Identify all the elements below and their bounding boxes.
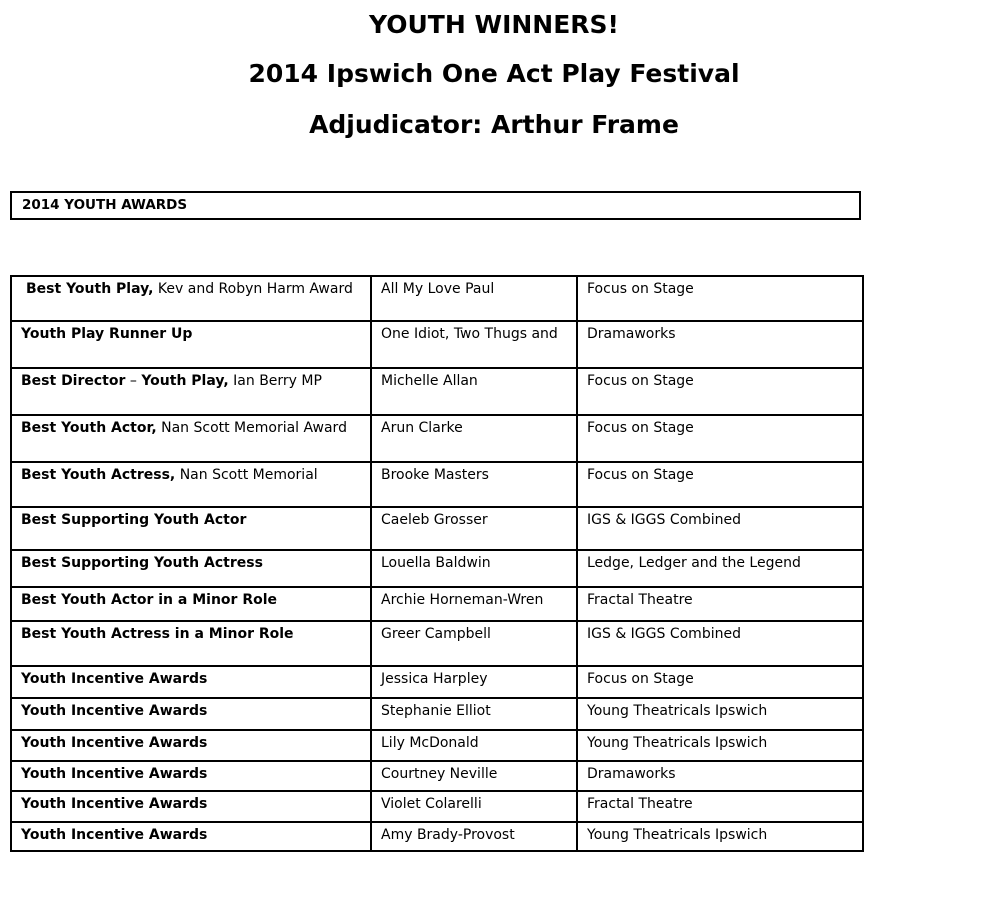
table-row bbox=[11, 761, 863, 791]
award-name: Youth Incentive Awards bbox=[21, 671, 208, 687]
section-label: 2014 YOUTH AWARDS bbox=[22, 197, 188, 213]
award-name: Best Youth Play, bbox=[26, 281, 154, 297]
winner-cell: Amy Brady-Provost bbox=[371, 822, 577, 851]
award-cell bbox=[11, 368, 371, 415]
table-row bbox=[11, 730, 863, 761]
winner-cell: Brooke Masters bbox=[371, 462, 577, 507]
award-cell bbox=[11, 276, 371, 321]
award-cell bbox=[11, 666, 371, 698]
group-cell: Focus on Stage bbox=[577, 666, 863, 698]
group-cell: IGS & IGGS Combined bbox=[577, 507, 863, 550]
award-cell bbox=[11, 621, 371, 666]
table-row bbox=[11, 368, 863, 415]
adjudicator-title: Adjudicator: Arthur Frame bbox=[309, 110, 679, 139]
winner-cell: Stephanie Elliot bbox=[371, 698, 577, 730]
award-cell bbox=[11, 321, 371, 368]
group-cell: Focus on Stage bbox=[577, 276, 863, 321]
festival-title: 2014 Ipswich One Act Play Festival bbox=[248, 59, 740, 88]
group-cell: Focus on Stage bbox=[577, 368, 863, 415]
winner-cell: Caeleb Grosser bbox=[371, 507, 577, 550]
winner-cell: Jessica Harpley bbox=[371, 666, 577, 698]
award-name: Best Director bbox=[21, 373, 126, 389]
group-cell: Fractal Theatre bbox=[577, 791, 863, 822]
award-cell bbox=[11, 761, 371, 791]
table-row bbox=[11, 587, 863, 621]
award-name: Youth Play Runner Up bbox=[21, 326, 193, 342]
winner-cell: All My Love Paul bbox=[371, 276, 577, 321]
page-title: YOUTH WINNERS! bbox=[369, 10, 619, 39]
award-name: Best Supporting Youth Actress bbox=[21, 555, 263, 571]
group-cell: Focus on Stage bbox=[577, 415, 863, 462]
award-cell bbox=[11, 791, 371, 822]
awards-table bbox=[10, 275, 864, 852]
table-row bbox=[11, 507, 863, 550]
award-detail: Nan Scott Memorial Award bbox=[156, 420, 347, 436]
table-row bbox=[11, 550, 863, 587]
award-name: Youth Incentive Awards bbox=[21, 703, 208, 719]
award-name: Youth Incentive Awards bbox=[21, 827, 208, 843]
award-cell bbox=[11, 415, 371, 462]
table-row bbox=[11, 321, 863, 368]
winner-cell: One Idiot, Two Thugs and bbox=[371, 321, 577, 368]
table-row bbox=[11, 791, 863, 822]
group-cell: Young Theatricals Ipswich bbox=[577, 822, 863, 851]
award-name: Youth Incentive Awards bbox=[21, 766, 208, 782]
award-cell bbox=[11, 730, 371, 761]
award-dash: – bbox=[125, 373, 142, 389]
winner-cell: Michelle Allan bbox=[371, 368, 577, 415]
award-name: Best Supporting Youth Actor bbox=[21, 512, 247, 528]
winner-cell: Courtney Neville bbox=[371, 761, 577, 791]
award-name: Best Youth Actor in a Minor Role bbox=[21, 592, 278, 608]
group-cell: IGS & IGGS Combined bbox=[577, 621, 863, 666]
group-cell: Ledge, Ledger and the Legend bbox=[577, 550, 863, 587]
award-cell bbox=[11, 698, 371, 730]
winner-cell: Arun Clarke bbox=[371, 415, 577, 462]
winner-cell: Louella Baldwin bbox=[371, 550, 577, 587]
award-cell bbox=[11, 462, 371, 507]
award-name: Best Youth Actress in a Minor Role bbox=[21, 626, 294, 642]
winner-cell: Archie Horneman-Wren bbox=[371, 587, 577, 621]
award-detail: Nan Scott Memorial bbox=[175, 467, 318, 483]
award-name: Best Youth Actor, bbox=[21, 420, 157, 436]
group-cell: Focus on Stage bbox=[577, 462, 863, 507]
award-name: Youth Incentive Awards bbox=[21, 796, 208, 812]
award-detail: Ian Berry MP bbox=[228, 373, 322, 389]
table-row bbox=[11, 698, 863, 730]
award-cell bbox=[11, 507, 371, 550]
table-row bbox=[11, 822, 863, 851]
award-name: Best Youth Actress, bbox=[21, 467, 176, 483]
table-row bbox=[11, 276, 863, 321]
award-name: Youth Incentive Awards bbox=[21, 735, 208, 751]
group-cell: Young Theatricals Ipswich bbox=[577, 730, 863, 761]
group-cell: Dramaworks bbox=[577, 321, 863, 368]
table-row bbox=[11, 462, 863, 507]
section-header-box bbox=[10, 191, 861, 220]
group-cell: Young Theatricals Ipswich bbox=[577, 698, 863, 730]
winner-cell: Greer Campbell bbox=[371, 621, 577, 666]
award-cell bbox=[11, 550, 371, 587]
table-row bbox=[11, 666, 863, 698]
award-detail: Kev and Robyn Harm Award bbox=[153, 281, 353, 297]
group-cell: Fractal Theatre bbox=[577, 587, 863, 621]
winner-cell: Violet Colarelli bbox=[371, 791, 577, 822]
award-cell bbox=[11, 822, 371, 851]
winner-cell: Lily McDonald bbox=[371, 730, 577, 761]
table-row bbox=[11, 415, 863, 462]
table-row bbox=[11, 621, 863, 666]
group-cell: Dramaworks bbox=[577, 761, 863, 791]
award-name-part: Youth Play, bbox=[141, 373, 229, 389]
award-cell bbox=[11, 587, 371, 621]
